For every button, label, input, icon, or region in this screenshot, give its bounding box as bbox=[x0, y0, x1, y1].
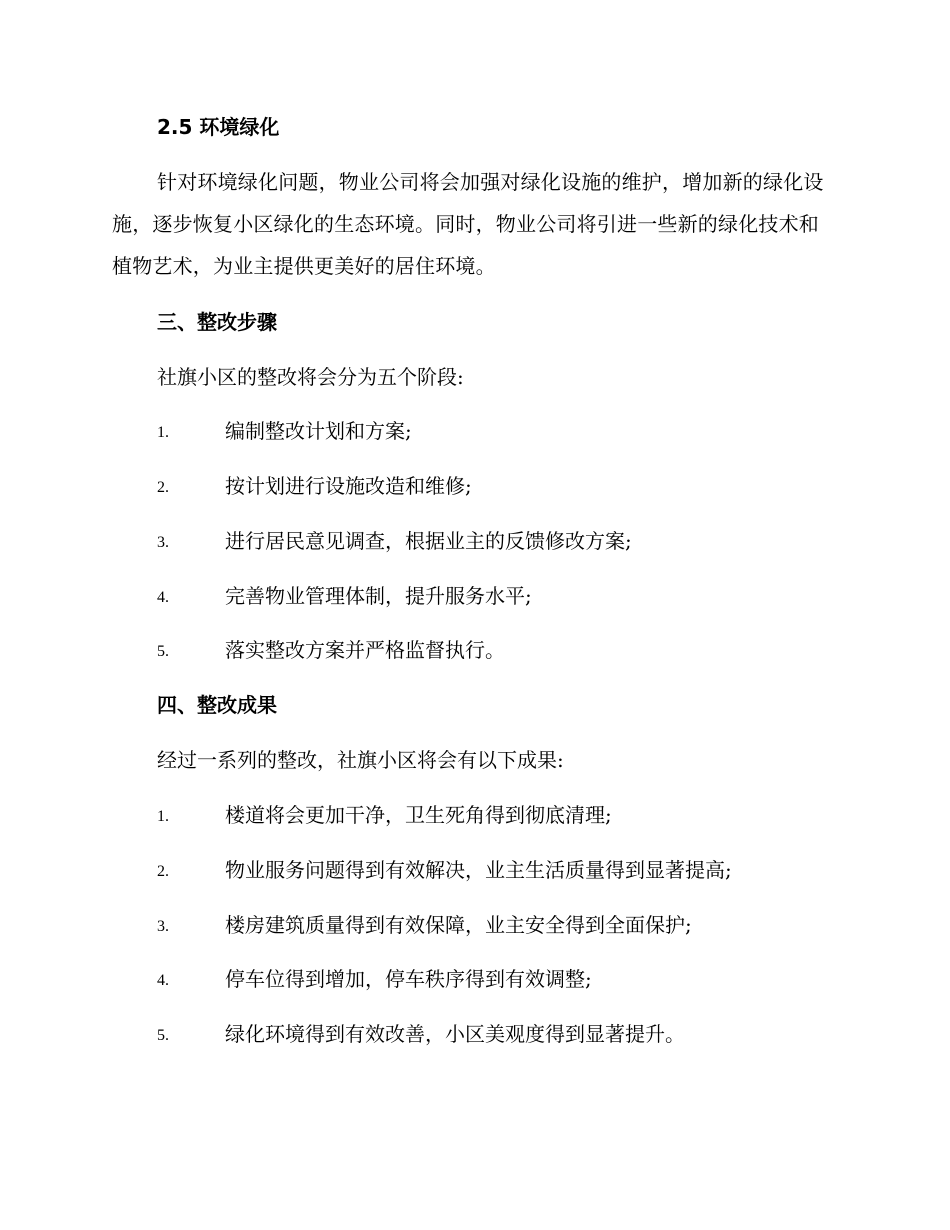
results-list-item bbox=[157, 1020, 857, 1048]
list-number: 2. bbox=[157, 863, 169, 880]
list-text: 按计划进行设施改造和维修; bbox=[225, 474, 472, 498]
section-heading-greening: 2.5 环境绿化 bbox=[157, 115, 280, 139]
list-text: 楼道将会更加干净，卫生死角得到彻底清理; bbox=[225, 803, 612, 827]
list-text: 落实整改方案并严格监督执行。 bbox=[225, 638, 505, 662]
greening-paragraph: 针对环境绿化问题，物业公司将会加强对绿化设施的维护，增加新的绿化设施，逐步恢复小区绿化的生态环境。同时，物业公司将引进一些新的绿化技术和植物艺术，为业主提供更美好的居住环境。 bbox=[112, 170, 824, 278]
steps-list-item bbox=[157, 527, 857, 555]
steps-intro: 社旗小区的整改将会分为五个阶段: bbox=[157, 365, 464, 389]
results-list-item bbox=[157, 965, 857, 993]
steps-list-item bbox=[157, 417, 857, 445]
list-text: 楼房建筑质量得到有效保障，业主安全得到全面保护; bbox=[225, 913, 692, 937]
list-number: 2. bbox=[157, 479, 169, 496]
results-intro: 经过一系列的整改，社旗小区将会有以下成果: bbox=[157, 748, 564, 772]
list-text: 编制整改计划和方案; bbox=[225, 419, 412, 443]
list-text: 完善物业管理体制，提升服务水平; bbox=[225, 584, 532, 608]
list-number: 4. bbox=[157, 589, 169, 606]
section-heading-steps: 三、整改步骤 bbox=[157, 310, 277, 334]
list-number: 4. bbox=[157, 972, 169, 989]
list-text: 停车位得到增加，停车秩序得到有效调整; bbox=[225, 967, 592, 991]
list-number: 3. bbox=[157, 534, 169, 551]
list-number: 3. bbox=[157, 918, 169, 935]
list-number: 1. bbox=[157, 808, 169, 825]
list-number: 5. bbox=[157, 1027, 169, 1044]
steps-list-item bbox=[157, 636, 857, 664]
steps-list-item bbox=[157, 472, 857, 500]
results-list-item bbox=[157, 911, 857, 939]
results-list-item bbox=[157, 801, 857, 829]
results-list-item bbox=[157, 856, 857, 884]
list-number: 5. bbox=[157, 643, 169, 660]
list-text: 进行居民意见调查，根据业主的反馈修改方案; bbox=[225, 529, 632, 553]
list-text: 物业服务问题得到有效解决，业主生活质量得到显著提高; bbox=[225, 858, 732, 882]
list-text: 绿化环境得到有效改善，小区美观度得到显著提升。 bbox=[225, 1022, 685, 1046]
steps-list-item bbox=[157, 582, 857, 610]
section-heading-results: 四、整改成果 bbox=[157, 693, 277, 717]
list-number: 1. bbox=[157, 424, 169, 441]
